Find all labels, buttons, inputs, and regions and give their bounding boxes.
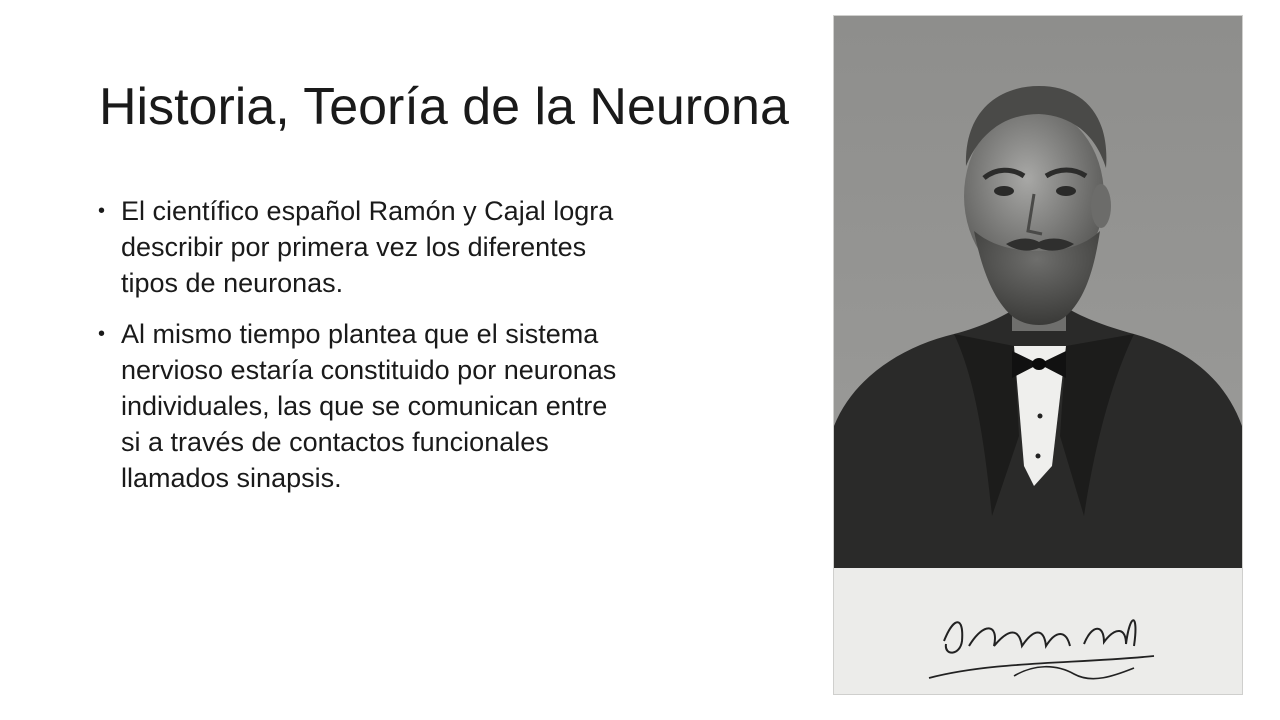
bullet-item <box>98 316 628 496</box>
bullet-dot-icon: • <box>98 323 106 345</box>
bullet-text: Al mismo tiempo plantea que el sistema nervioso estaría constituido por neuronas individuales, las que se comunican entre si a través de contactos funcionales llamados sinapsis. <box>121 319 617 493</box>
bullet-dot-icon: • <box>98 200 106 222</box>
portrait-photo <box>833 15 1243 695</box>
bullet-item <box>98 193 628 301</box>
bullet-text: El científico español Ramón y Cajal logra describir por primera vez los diferentes tipos de neuronas. <box>121 196 614 298</box>
slide-title: Historia, Teoría de la Neurona <box>99 78 789 136</box>
bullet-list <box>98 193 628 511</box>
